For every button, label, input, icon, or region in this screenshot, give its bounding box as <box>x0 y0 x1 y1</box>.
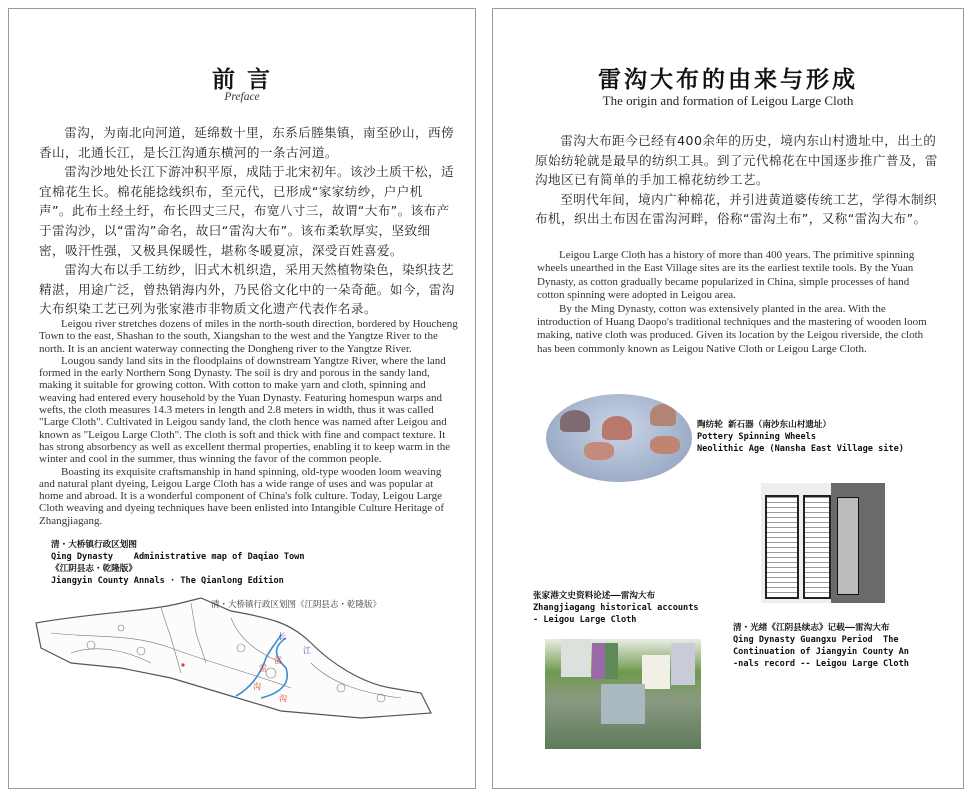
caption-line: Pottery Spinning Wheels <box>697 432 816 442</box>
caption-line: 《江阴县志・乾隆版》 <box>51 564 137 575</box>
caption-line: Neolithic Age (Nansha East Village site) <box>697 444 904 454</box>
caption-line: Qing Dynasty Guangxu Period The <box>733 635 899 645</box>
en-paragraph: By the Ming Dynasty, cotton was extensively planted in the area. With the introduction of Huang Daopo's traditional techniques and the mastering of wooden loom making, native cloth was produced. Given its location by the Leigou riverside, the cloth has been commonly known as Leigou Native Cloth or Leigou Large Cloth. <box>537 302 927 355</box>
caption-line: Zhangjiagang historical accounts <box>533 603 699 613</box>
english-body <box>537 249 937 356</box>
en-paragraph: Leigou Large Cloth has a history of more than 400 years. The primitive spinning wheels unearthed in the East Village sites are its the earliest textile tools. By the Yuan Dynasty, as cotton gradually became popularized in China, simple processes of hand cotton spinning were adopted in Leigou area. <box>537 249 915 302</box>
caption-line: Jiangyin County Annals · The Qianlong Edition <box>51 576 284 587</box>
caption-line: 陶纺轮 新石器（南沙东山村遗址） <box>697 420 832 430</box>
cn-paragraph: 雷沟大布距今已经有400余年的历史，境内东山村遗址中，出土的原始纺轮就是最早的纺织工具。到了元代棉花在中国逐步推广普及，雷沟地区已有简单的手加工棉花纺纱工艺。 <box>535 133 938 188</box>
page-title: 前 言 <box>211 67 272 93</box>
map-label: 沟 <box>253 682 261 692</box>
caption-line: 张家港文史资料论述——雷沟大布 <box>533 591 656 601</box>
jiangyin-annals-book-photo <box>761 483 885 603</box>
right-page-origin <box>492 8 964 789</box>
page-subtitle: Preface <box>224 91 260 103</box>
cn-paragraph: 雷沟大布以手工纺纱，旧式木机织造，采用天然植物染色，染织技艺精湛，用途广泛，曾热销海内外，乃民俗文化中的一朵奇葩。如今，雷沟大布织染工艺已列为张家港市非物质文化遗产代表作名录。 <box>39 262 455 317</box>
map-label: 雷 <box>274 656 282 666</box>
leigou-river-photo <box>545 639 701 749</box>
map-label: 沟 <box>279 694 287 704</box>
cn-paragraph: 雷沟沙地处长江下游冲积平原，成陆于北宋初年。该沙土质干松，适宜棉花生长。棉花能捻线织布，至元代，已形成“家家纺纱，户户机声”。此布土经土纡，布长四丈三尺，布宽八寸三，故谓“大布”。该布产于雷沟沙，以“雷沟”命名，故曰“雷沟大布”。该布柔软厚实，坚致细密，吸汗性强，又极具保暖性，堪称冬暖夏凉，深受百姓喜爱。 <box>39 164 454 258</box>
map-label: 江 <box>303 646 311 656</box>
en-paragraph: Boasting its exquisite craftsmanship in hand spinning, old-type wooden loom weaving and natural plant dyeing, Leigou Large Cloth has a wide range of uses and was popular at home and abroad. It is a wonderful component of China's folk culture. Today, Leigou Large Cloth weaving and dyeing techniques have been enlisted into Intangible Culture Heritage of Zhangjiagang. <box>39 465 445 527</box>
map-label: 雷 <box>259 664 267 674</box>
map-inset-label: 清・大桥镇行政区划图《江阴县志・乾隆版》 <box>211 599 382 610</box>
chinese-body <box>535 131 945 229</box>
english-body <box>39 318 459 527</box>
map-caption <box>51 539 459 587</box>
caption-line: Qing Dynasty Administrative map of Daqiao Town <box>51 552 305 563</box>
cn-paragraph: 雷沟，为南北向河道，延绵数十里，东系后塍集镇，南至砂山，西傍香山，北通长江，是长江沟通东横河的一条古河道。 <box>39 125 454 160</box>
caption-line: 清・光绪《江阴县续志》记载——雷沟大布 <box>733 623 890 633</box>
page-title: 雷沟大布的由来与形成 <box>598 67 858 93</box>
left-page-preface <box>8 8 476 789</box>
daqiao-town-map <box>31 593 451 733</box>
cn-paragraph: 至明代年间，境内广种棉花，并引进黄道婆传统工艺，学得木制织布机，织出土布因在雷沟河畔，俗称“雷沟土布”，又称“雷沟大布”。 <box>535 191 938 227</box>
map-label: 长 <box>278 632 286 642</box>
caption-line: Continuation of Jiangyin County An <box>733 647 909 657</box>
accounts-caption <box>533 590 699 626</box>
en-paragraph: Lougou sandy land sits in the floodplains of downstream Yangtze River, where the land formed in the early Northern Song Dynasty. The soil is dry and porous in the sandy land, making it suitable for growing cotton. With cotton to make yarn and cloth, spinning and weaving had entered every household by the Yuan Dynasty. Featuring homespun warps and wefts, the cloth measures 14.3 meters in length and 2.8 meters in width, thus it was called "Large Cloth". Cultivated in Leigou sandy land, the cloth hence was named after Leigou and known as "Leigou Large Cloth". The cloth is soft and thick with fine and compact texture. It has strong absorbency as well as excellent thermal properties, enabling it to keep warm in the winter and cool in the summer, thus winning the favor of the common people. <box>39 354 451 466</box>
annals-caption <box>733 622 909 670</box>
en-paragraph: Leigou river stretches dozens of miles in the north-south direction, bordered by Houcheng Town to the east, Shashan to the south, Xiangshan to the west and the Yangtze River to the north. It is an ancient waterway connecting the Dongheng river to the Yangtze River. <box>39 318 458 355</box>
pottery-spinning-wheels-photo <box>546 394 692 482</box>
caption-line: - Leigou Large Cloth <box>533 615 637 625</box>
left-lower-column <box>39 318 459 733</box>
page-subtitle: The origin and formation of Leigou Large Cloth <box>602 93 854 108</box>
spinning-wheels-caption <box>697 419 904 455</box>
chinese-body <box>39 123 455 319</box>
caption-line: -nals record -- Leigou Large Cloth <box>733 659 909 669</box>
caption-line: 清・大桥镇行政区划图 <box>51 540 137 551</box>
